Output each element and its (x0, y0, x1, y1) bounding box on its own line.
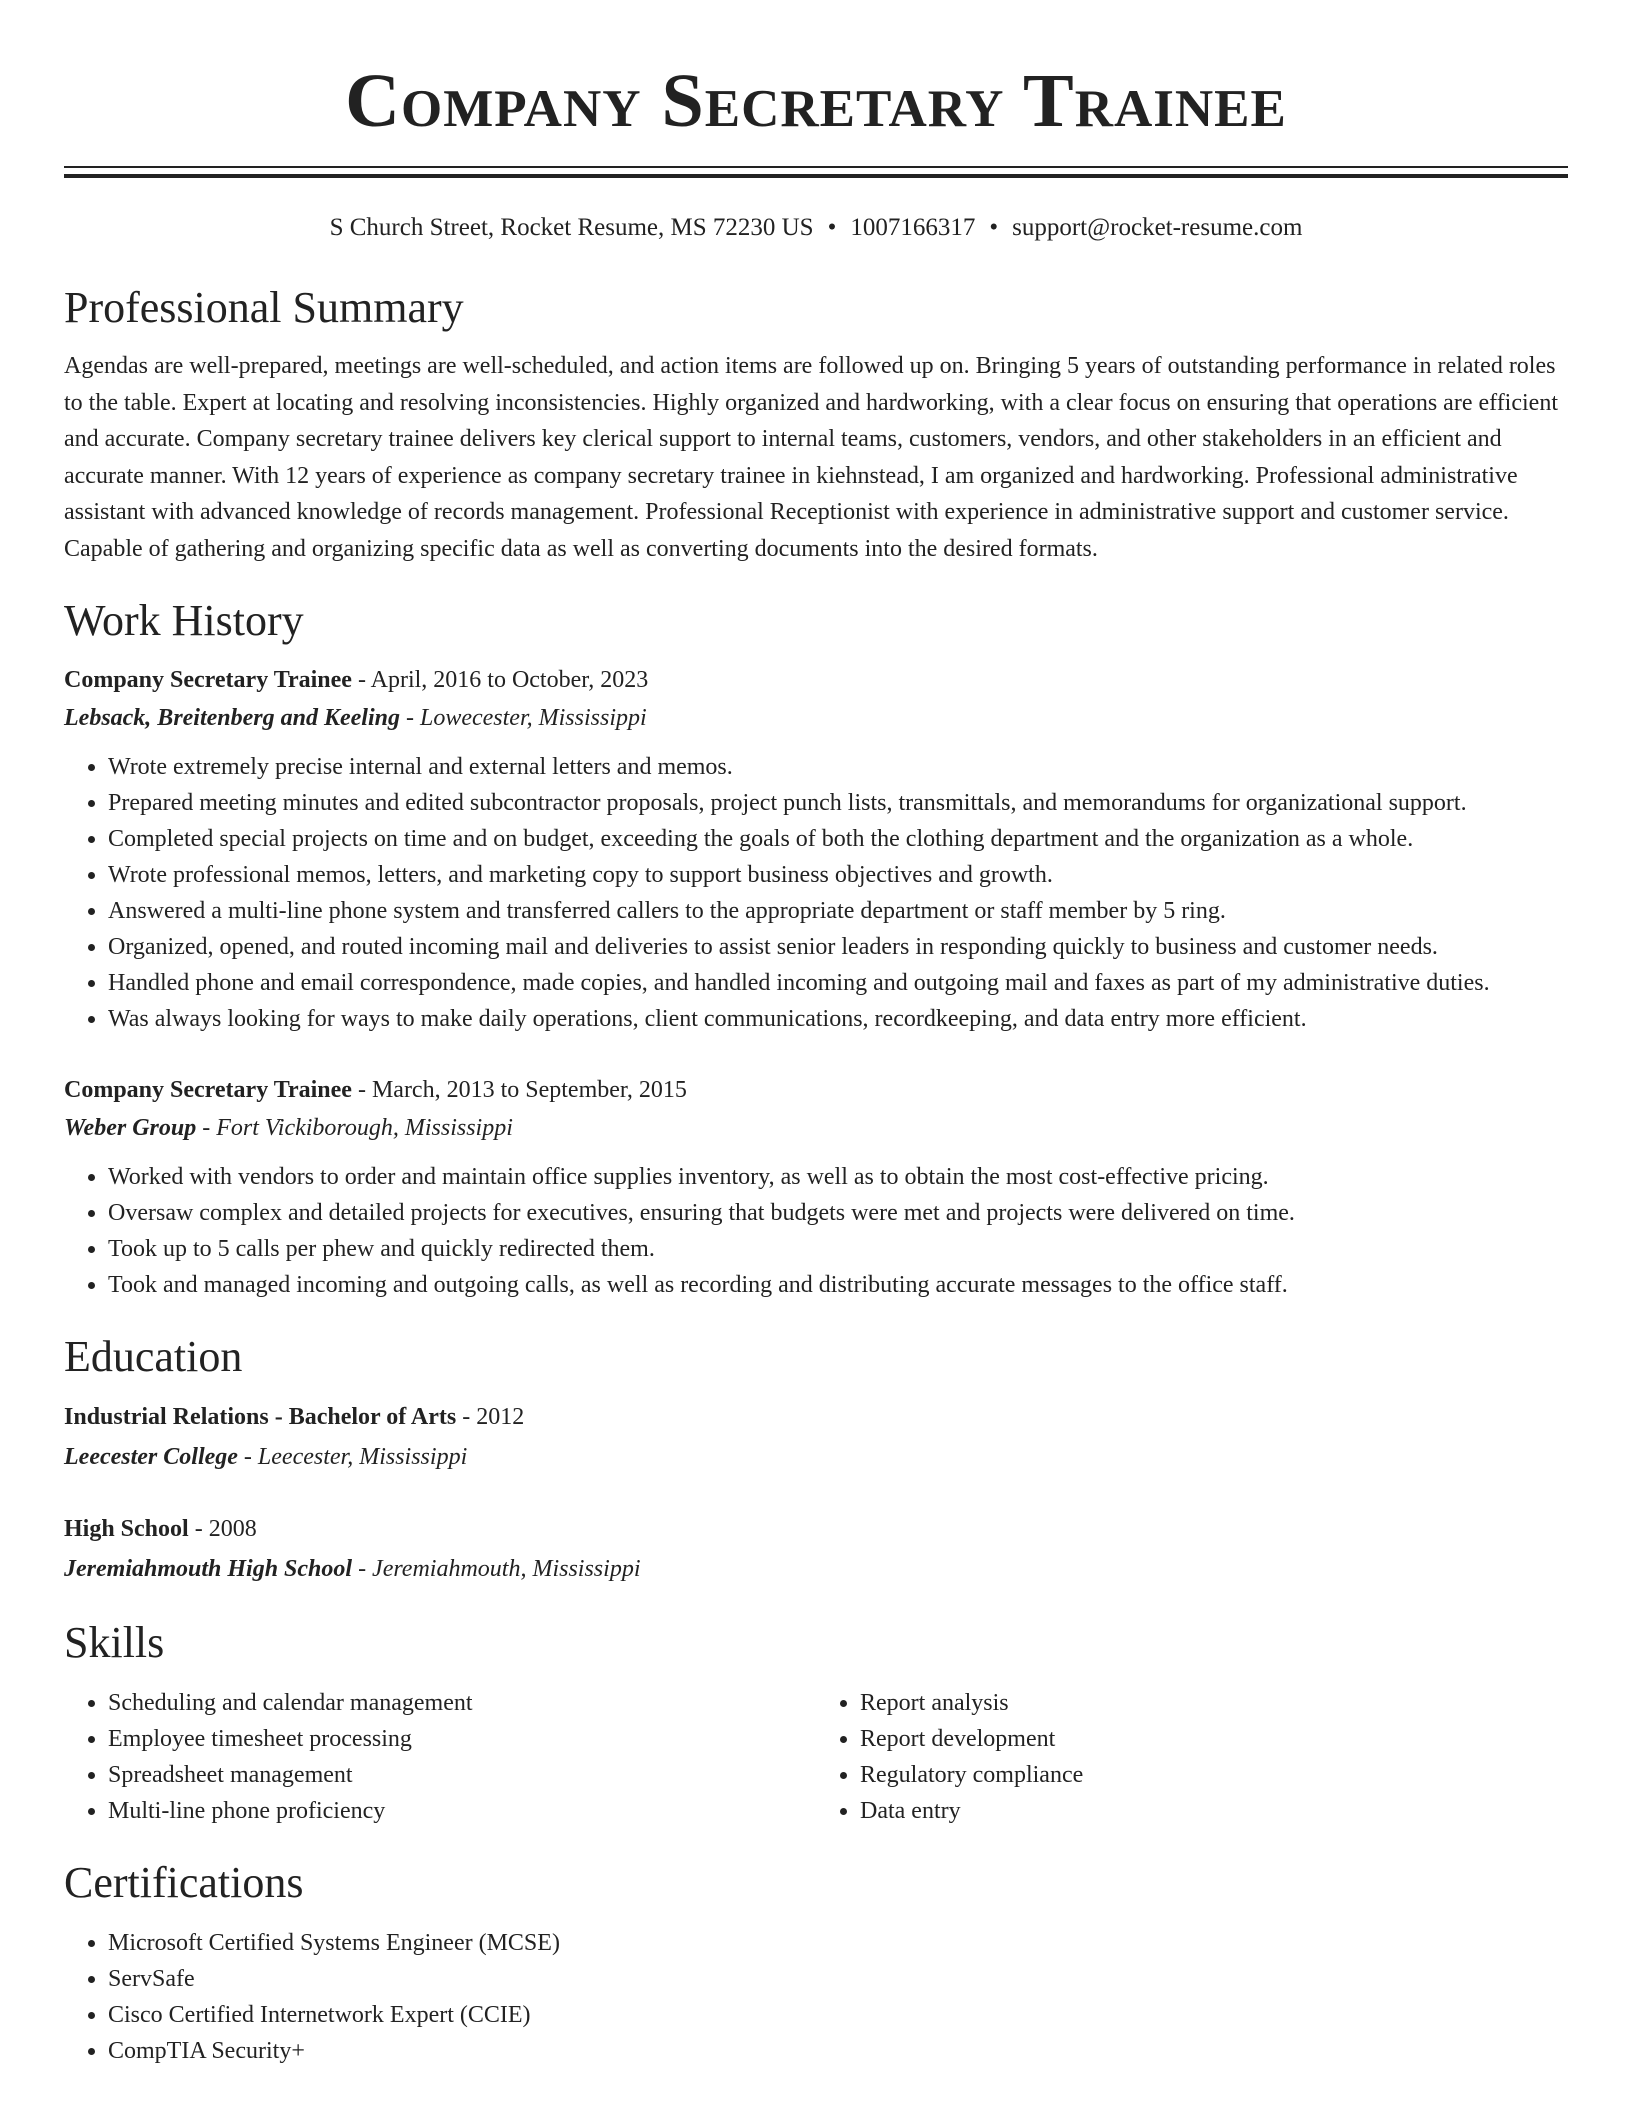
job-title-line (64, 661, 1568, 699)
job-title-line (64, 1071, 1568, 1109)
list-item: • Spreadsheet management (108, 1757, 816, 1793)
education-school: Jeremiahmouth High School (64, 1556, 353, 1582)
job-dates: - April, 2016 to October, 2023 (351, 667, 649, 693)
education-heading: Education (64, 1332, 243, 1381)
list-item: • Oversaw complex and detailed projects for executives, ensuring that budgets were met and projects were delivered on time. (108, 1195, 1568, 1231)
certifications-heading: Certifications (64, 1858, 304, 1907)
list-item: • Took up to 5 calls per phew and quickly redirected them. (108, 1231, 1568, 1267)
education-entry (64, 1509, 1568, 1589)
job-company: Weber Group (64, 1115, 197, 1141)
education-school: Leecester College (64, 1444, 238, 1470)
job-entry (64, 661, 1568, 1037)
education-degree-line (64, 1509, 1568, 1549)
education-location: - Jeremiahmouth, Mississippi (352, 1556, 641, 1582)
contact-phone: 1007166317 (850, 214, 976, 241)
contact-line (64, 212, 1568, 244)
job-entry (64, 1071, 1568, 1303)
list-item: • Handled phone and email correspondence, made copies, and handled incoming and outgoing mail and faxes as part of my administrative duties. (108, 965, 1568, 1001)
contact-address: S Church Street, Rocket Resume, MS 72230 US (329, 214, 814, 241)
list-item: • Prepared meeting minutes and edited subcontractor proposals, project punch lists, transmittals, and memorandums for organizational support. (108, 785, 1568, 821)
list-item: • Completed special projects on time and on budget, exceeding the goals of both the clothing department and the organization as a whole. (108, 821, 1568, 857)
skills-list-right (816, 1685, 1568, 1829)
contact-email: support@rocket-resume.com (1012, 214, 1303, 241)
education-degree: High School (64, 1516, 189, 1542)
job-company-line (64, 1109, 1568, 1147)
job-company: Lebsack, Breitenberg and Keeling (64, 705, 400, 731)
contact-separator: • (989, 214, 999, 241)
education-degree-line (64, 1397, 1568, 1437)
education-year: - 2008 (188, 1516, 257, 1542)
education-section (64, 1331, 1568, 1589)
list-item: • Organized, opened, and routed incoming mail and deliveries to assist senior leaders in responding quickly to business and customer needs. (108, 929, 1568, 965)
list-item: • Report analysis (860, 1685, 1568, 1721)
education-entry (64, 1397, 1568, 1477)
resume-title: Company Secretary Trainee (345, 59, 1287, 143)
list-item: • Worked with vendors to order and maintain office supplies inventory, as well as to obtain the most cost-effective pricing. (108, 1159, 1568, 1195)
list-item: • Wrote extremely precise internal and external letters and memos. (108, 749, 1568, 785)
education-degree: Industrial Relations - Bachelor of Arts (64, 1404, 457, 1430)
list-item: • ServSafe (108, 1961, 1568, 1997)
job-location: - Fort Vickiborough, Mississippi (196, 1115, 513, 1141)
skills-list-left (64, 1685, 816, 1829)
header-divider-thin (64, 166, 1568, 168)
work-history-heading: Work History (64, 596, 304, 645)
skills-columns (64, 1669, 1568, 1829)
list-item: • Wrote professional memos, letters, and marketing copy to support business objectives and growth. (108, 857, 1568, 893)
job-dates: - March, 2013 to September, 2015 (351, 1077, 687, 1103)
list-item: • Report development (860, 1721, 1568, 1757)
job-bullets (64, 749, 1568, 1037)
header-divider-thick (64, 174, 1568, 178)
summary-heading: Professional Summary (64, 283, 464, 332)
list-item: • Was always looking for ways to make daily operations, client communications, recordkeeping, and data entry more efficient. (108, 1001, 1568, 1037)
job-title: Company Secretary Trainee (64, 667, 352, 693)
education-school-line (64, 1549, 1568, 1589)
list-item: • Cisco Certified Internetwork Expert (CCIE) (108, 1997, 1568, 2033)
work-history-section (64, 595, 1568, 1303)
list-item: • Multi-line phone proficiency (108, 1793, 816, 1829)
job-title: Company Secretary Trainee (64, 1077, 352, 1103)
certifications-section (64, 1857, 1568, 2069)
list-item: • Scheduling and calendar management (108, 1685, 816, 1721)
list-item: • Microsoft Certified Systems Engineer (MCSE) (108, 1925, 1568, 1961)
certifications-list (64, 1925, 1568, 2069)
job-bullets (64, 1159, 1568, 1303)
education-location: - Leecester, Mississippi (237, 1444, 468, 1470)
contact-separator: • (827, 214, 837, 241)
education-school-line (64, 1437, 1568, 1477)
list-item: • Answered a multi-line phone system and transferred callers to the appropriate department or staff member by 5 ring. (108, 893, 1568, 929)
list-item: • Regulatory compliance (860, 1757, 1568, 1793)
skills-heading: Skills (64, 1618, 165, 1667)
list-item: • Employee timesheet processing (108, 1721, 816, 1757)
summary-section (64, 282, 1568, 567)
list-item: • Took and managed incoming and outgoing calls, as well as recording and distributing accurate messages to the office staff. (108, 1267, 1568, 1303)
list-item: • Data entry (860, 1793, 1568, 1829)
list-item: • CompTIA Security+ (108, 2033, 1568, 2069)
job-company-line (64, 699, 1568, 737)
summary-text: Agendas are well-prepared, meetings are well-scheduled, and action items are followed up on. Bringing 5 years of outstanding performance in related roles to the table. Expert at locating and resolving inconsistencies. Highly organized and hardworking, with a clear focus on ensuring that operations are efficient and accurate. Company secretary trainee delivers key clerical support to internal teams, customers, vendors, and other stakeholders in an efficient and accurate manner. With 12 years of experience as company secretary trainee in kiehnstead, I am organized and hardworking. Professional administrative assistant with advanced knowledge of records management. Professional Receptionist with experience in administrative support and customer service. Capable of gathering and organizing specific data as well as converting documents into the desired formats. (64, 353, 1558, 562)
skills-section (64, 1617, 1568, 1829)
job-location: - Lowecester, Mississippi (399, 705, 647, 731)
education-year: - 2012 (456, 1404, 525, 1430)
